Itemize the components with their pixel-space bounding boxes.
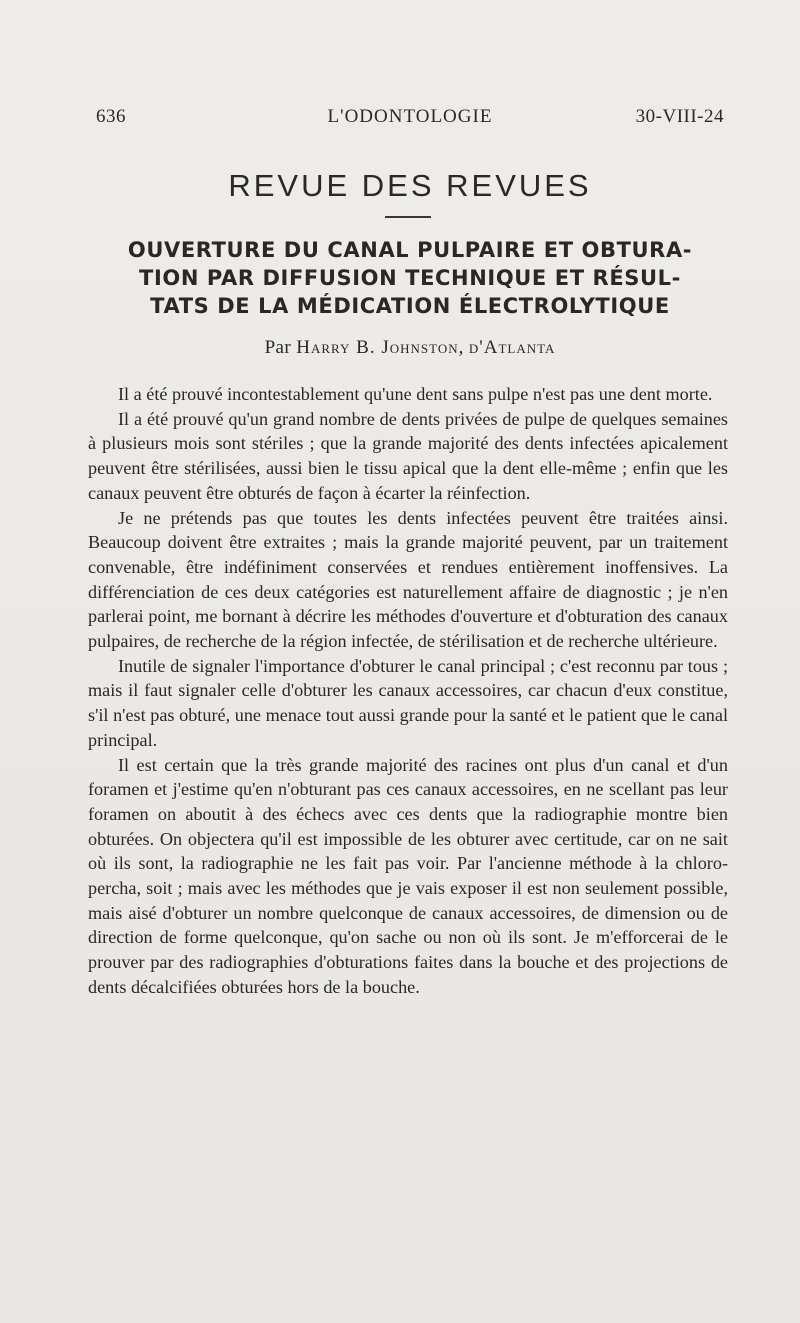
author-affiliation: d'Atlanta <box>468 337 556 358</box>
section-title: REVUE DES REVUES <box>228 168 592 203</box>
journal-name: L'ODONTOLOGIE <box>327 106 493 127</box>
paragraph: Il a été prouvé qu'un grand nombre de dents privées de pulpe de quelques semaines à plusieurs mois sont stériles ; que la grande majorité des dents infectées apicalement peuvent être stérilisées, aussi bien le tissu apical que la dent elle-même ; enfin que les canaux peuvent être obturés de façon à écarter la réinfection. <box>88 408 728 503</box>
article-body <box>88 382 728 1212</box>
running-head <box>96 106 724 134</box>
paragraph: Inutile de signaler l'importance d'obturer le canal principal ; c'est reconnu par tous ; mais il faut signaler celle d'obturer les canaux accessoires, car chacun d'eux constitue, s'il n'est pas obturé, une menace tout aussi grande pour la santé et le patient que le canal principal. <box>88 655 728 750</box>
paragraph: Je ne prétends pas que toutes les dents infectées peuvent être traitées ainsi. Beaucoup doivent être extraites ; mais la grande majorité peuvent, par un traitement convenable, être indéfiniment conservées et rendues entièrement inoffensives. La différenciation de ces deux catégories est naturellement affaire de diagnostic ; je n'en parlerai point, me bornant à décrire les méthodes d'ouverture et d'obturation des canaux pulpaires, de recherche de la région infectée, de stérilisation et de recherche ultérieure. <box>88 507 728 652</box>
article-title-line: TION PAR DIFFUSION TECHNIQUE ET RÉSUL- <box>139 266 681 290</box>
article-title <box>92 236 728 320</box>
page-number: 636 <box>96 106 126 127</box>
byline: Par Harry B. Johnston, d'Atlanta <box>264 337 556 358</box>
byline-prefix: Par <box>264 337 292 358</box>
paragraph: Il est certain que la très grande majorité des racines ont plus d'un canal et d'un foramen et j'estime qu'en n'obturant pas ces canaux accessoires, en ne scellant pas leur foramen on aboutit à des échecs avec ces dents que la radiographie montre bien obturées. On objectera qu'il est impossible de les obturer avec certitude, car on ne sait où ils sont, la radiographie ne les fait pas voir. Par l'ancienne méthode à la chloro-percha, soit ; mais avec les méthodes que je vais exposer il est non seulement possible, mais aisé d'obturer un nombre quelconque de canaux accessoires, de dimension ou de direction de forme quelconque, qu'on sache ou non où ils sont. Je m'efforcerai de le prouver par des radiographies d'obturations faites dans la bouche et des projections de dents décalcifiées obturées hors de la bouche. <box>88 754 728 997</box>
author-name: Harry B. Johnston <box>296 337 459 358</box>
paragraph: Il a été prouvé incontestablement qu'une dent sans pulpe n'est pas une dent morte. <box>118 384 713 404</box>
article-title-line: OUVERTURE DU CANAL PULPAIRE ET OBTURA- <box>127 238 693 262</box>
issue-date: 30-VIII-24 <box>635 106 724 127</box>
title-divider <box>385 216 431 218</box>
article-title-line: TATS DE LA MÉDICATION ÉLECTROLYTIQUE <box>150 294 670 318</box>
